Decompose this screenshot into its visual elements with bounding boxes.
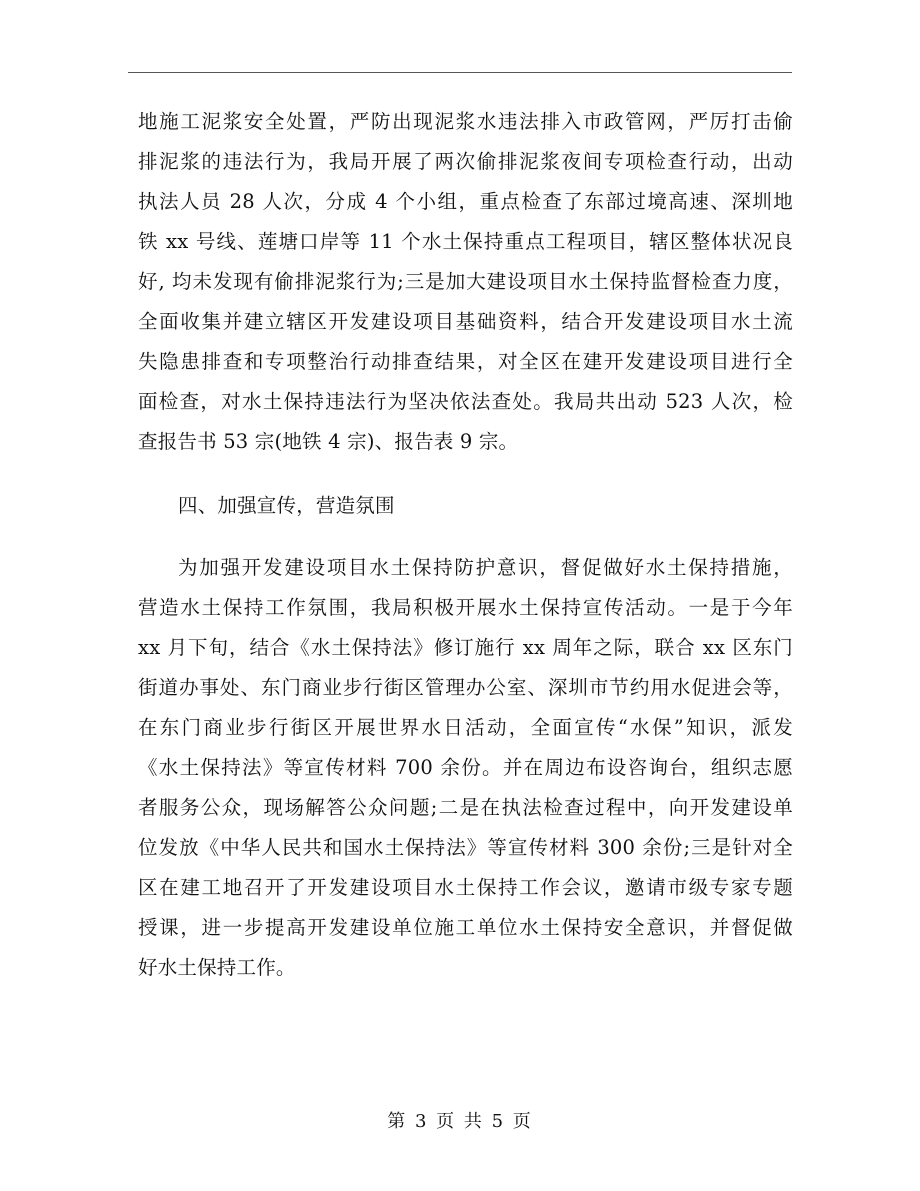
text-line: 执法人员 28 人次，分成 4 个小组，重点检查了东部过境高速、深圳地 xyxy=(138,190,793,213)
text-line: 营造水土保持工作氛围，我局积极开展水土保持宣传活动。一是于今年 xyxy=(138,596,793,619)
document-body xyxy=(138,102,798,988)
text-line: 授课，进一步提高开发建设单位施工单位水土保持安全意识，并督促做 xyxy=(138,916,793,939)
text-line: 区在建工地召开了开发建设项目水土保持工作会议，邀请市级专家专题 xyxy=(138,876,793,899)
text-line: 查报告书 53 宗(地铁 4 宗)、报告表 9 宗。 xyxy=(138,430,519,453)
text-line: 在东门商业步行街区开展世界水日活动，全面宣传“水保”知识，派发 xyxy=(138,716,793,739)
text-line: 失隐患排查和专项整治行动排查结果，对全区在建开发建设项目进行全 xyxy=(138,350,793,373)
text-line: 位发放《中华人民共和国水土保持法》等宣传材料 300 余份;三是针对全 xyxy=(138,836,793,859)
text-line: 地施工泥浆安全处置，严防出现泥浆水违法排入市政管网，严厉打击偷 xyxy=(138,110,793,133)
header-rule xyxy=(128,72,792,73)
text-line: 者服务公众，现场解答公众问题;二是在执法检查过程中，向开发建设单 xyxy=(138,796,793,819)
heading-text: 四、加强宣传，营造氛围 xyxy=(178,494,395,517)
text-line: 街道办事处、东门商业步行街区管理办公室、深圳市节约用水促进会等， xyxy=(138,676,793,699)
page-number: 第 3 页 共 5 页 xyxy=(387,1111,533,1132)
paragraph-publicity xyxy=(138,548,798,988)
text-line: 排泥浆的违法行为，我局开展了两次偷排泥浆夜间专项检查行动，出动 xyxy=(138,150,793,173)
text-line: 为加强开发建设项目水土保持防护意识，督促做好水土保持措施， xyxy=(178,556,793,579)
section-heading xyxy=(138,486,798,526)
text-line: xx 月下旬，结合《水土保持法》修订施行 xx 周年之际，联合 xx 区东门 xyxy=(138,636,793,659)
text-line: 《水土保持法》等宣传材料 700 余份。并在周边布设咨询台，组织志愿 xyxy=(138,756,793,779)
text-line: 好水土保持工作。 xyxy=(138,956,296,979)
text-line: 全面收集并建立辖区开发建设项目基础资料，结合开发建设项目水土流 xyxy=(138,310,793,333)
paragraph-enforcement xyxy=(138,102,798,462)
text-line: 好, 均未发现有偷排泥浆行为;三是加大建设项目水土保持监督检查力度， xyxy=(138,270,793,293)
text-line: 铁 xx 号线、莲塘口岸等 11 个水土保持重点工程项目，辖区整体状况良 xyxy=(138,230,793,253)
text-line: 面检查，对水土保持违法行为坚决依法查处。我局共出动 523 人次，检 xyxy=(138,390,793,413)
